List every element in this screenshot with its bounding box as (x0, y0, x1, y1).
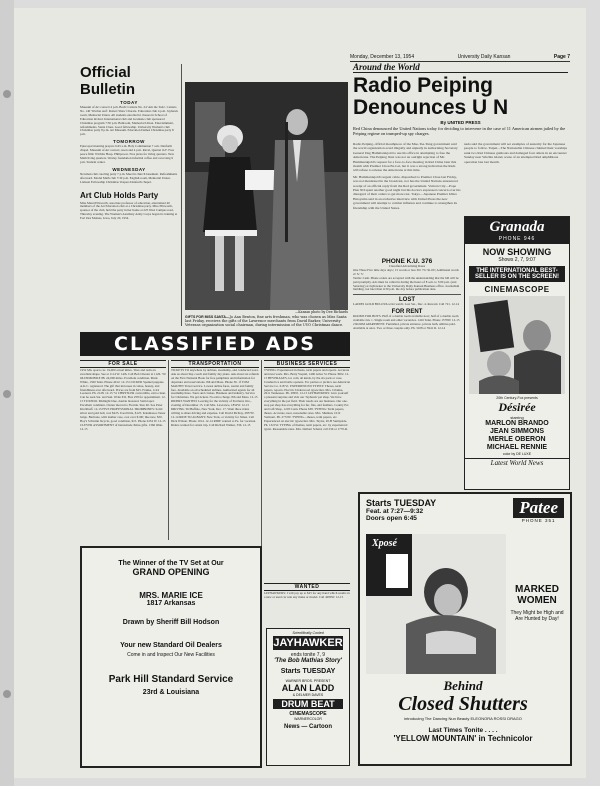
patee-last-title: 'YELLOW MOUNTAIN' in Technicolor (393, 734, 533, 743)
bulletin-tomorrow-text: Episcopal morning prayers 6:45 a.m. Holy Communion 7 a.m. Danforth chapel. Museum of Art concert, noon and 4 p.m. Ravel, Quartet in F. Free peace film: Wichita Hosp. Philipower. Free pizza for living quarters. New Math living quarters. Wesley foundation informal coffee and carol sing 9 p.m. Student center. (80, 144, 175, 164)
patee-credit: introducing The Dancing Nun Beauty ELEONORA ROSSI DRAGO (404, 716, 522, 721)
header-page: Page 7 (553, 54, 570, 60)
art-club-story: Miss Maud Ellsworth, associate professor of education, entertained 40 members of the Art Education club at a Christmas party. Miss Ellsworth, sponsor of the club, held the party in her home at 225 West Campus road, Thursday evening. The Women's Auxiliary Army Corps began its training at Fort Des Moines, Iowa, July 20, 1954. (80, 200, 178, 221)
business-services-heading: BUSINESS SERVICES (264, 360, 350, 368)
classified-ads-banner: CLASSIFIED ADS (80, 332, 350, 356)
patee-theater-ad (358, 492, 572, 766)
patee-poster-art (366, 534, 506, 674)
jayhawker-theater-ad (266, 628, 350, 766)
world-lede: Red China denounced the United Nations today for deciding to intervene in the case of 11 American airmen jailed by the Peiping regime on trumped-up spy charges. (353, 126, 566, 137)
for-sale-listings: 1952 MG sports car. 19,000 actual miles. Tires and radio in excellent shape. See at 1114 W. 14th. Call Bob Chester at 1126. '50 OLDSMOBILE 88. 24,000 miles. Excellent condition. Mark White, 1500 Tenn. Phone 4012. 12-15 COCKER Spaniel puppies. A.K.C. registered. The gift that increases in value, beauty, and friendliness ever afterward. Prices are from $25. Franks, 1124 Leonard. Ph. 2128. 12-15 '51 CHRYSLER convertible, extra clean. Can be seen Sat. and Sun. Write P.O. Box 258 for appointment. 12-15 TUXEDO. Midnight blue, double breasted. Satin lapel. Excellent condition. Owner moved to Florida. Size 40. See Peter Kirchhoff. 12-15 FIVE PROFESSIONAL TROMBONES: Solid silver and gold bell, cost $225. Used little, $125. Kalamazoo Tenor banjo. Baritone, with leather case, cost over $100; like new, $50. Boy's Schwinn bicycle, good condition, $15. Phone 2234 W. 12-15 CLEVER ASSORTMENT of hand-made Xmas gifts. 1366 Ohio. 12-15 (80, 369, 166, 431)
jayhawker-color: WARNERCOLOR (294, 717, 322, 721)
granada-phone: PHONE 946 (498, 236, 536, 242)
miss-santa-photo (185, 82, 348, 310)
grand-opening: GRAND OPENING (132, 567, 210, 577)
for-rent-heading: FOR RENT (391, 309, 423, 316)
granada-name: Granada (489, 219, 545, 235)
granada-process: CINEMASCOPE (484, 285, 550, 294)
jayhawker-kicker: Scientifically Cooled (292, 631, 324, 635)
patee-title-block (360, 678, 566, 743)
world-byline: By UNITED PRESS (440, 120, 481, 125)
jayhawker-title: DRUM BEAT (273, 699, 343, 709)
phone-rates: One Three Five time days days | 15 words or less 30c 75c $1.00 | Additional words 2c 5c 7c (353, 267, 459, 276)
around-the-world (353, 62, 568, 137)
granada-cast-3: MERLE OBERON (488, 436, 546, 443)
desiree-poster-art (469, 296, 565, 394)
header-paper: University Daily Kansan (457, 54, 511, 60)
binder-hole (3, 390, 11, 398)
patee-behind: Behind (443, 678, 483, 693)
art-club-headline: Art Club Holds Party (80, 190, 159, 200)
granada-now-showing: NOW SHOWING (482, 247, 552, 257)
bulletin-title: Official Bulletin (80, 64, 135, 98)
winner-address: 1817 Arkansas (146, 600, 196, 607)
granada-theater-ad (464, 216, 570, 490)
world-story-right: nada said the government will set examples of austerity for the Japanese people to follow. Taipei—The Nationalist Chinese claimed their warships sank two Red Chinese gunboats and damaged four others in an encounter Sunday near Wuchiu island, scene of an attempted Red amphibious operation late last month. (464, 142, 567, 164)
wanted-listings: JAYHAWKERS: I will pay up to $25 for any hand which results in a new or used car sale any make or model. Call 4289W. 12-15 (264, 591, 350, 599)
for-rent-text: ROOMS FOR BOYS. Half of a double room available now; half of a double room available Jan. 1. Single room and other vacancies. 1416 Tenn. Phone 1578W. 12-15 2 ROOM APARTMENT. Furnished, private entrance, private bath, utilities paid. Available at once. Two or three couples only. Ph. 3108 or 3941 R. 12-14 (353, 314, 460, 330)
classified-rates (353, 258, 461, 331)
photo-caption (185, 315, 348, 327)
patee-starts: Starts TUESDAY (366, 498, 437, 508)
granada-header (465, 217, 569, 244)
station-name: Park Hill Standard Service (108, 674, 234, 685)
lost-heading: LOST (399, 297, 415, 304)
world-story-left (353, 142, 461, 210)
park-hill-standard-ad (80, 546, 262, 768)
winner-name: MRS. MARIE ICE (139, 591, 203, 600)
granada-cast-2: JEAN SIMMONS (489, 428, 545, 435)
business-services-listings: TYPING: Experienced in thesis, term papers and reports. Accurate and neat work. Mrs. Betty Vaquid, 1400 Arbor St. Phone 3002. 12-15 BEVERAGES, ice cold, all kinds, by the six pack or case. Crushed ice and bottle openers. For parties or picnics see American Service Co. 618 Vt. EXPERIENCED TYPIST: Theses, term papers, reports. Electric Underwood typewriter. Mrs. Cibulka, 2611 Tennessee. Ph. 2865J. 12-15 JAYHAWKERS: Give yourself a pleasant surprise and visit our 'Jayhawk' pet shop. We have everything in the pet field. Their needs are our business. Our one-stop pet shop has everything for fur, fins, and feathers. County Pet and Gift Shop, 1218 Conn. Phone 638. TYPING: Term papers, theses. Accurate, neat, reasonable rates. Mrs. Shuman, 1012 Vermont. Ph. 2772W. TYPING—theses, term papers, etc. Experienced on electric typewriter. Mrs. Taylor, 20-B Sunnyside. Ph. 1321W. TYPING of themes, term papers, etc. by experienced typist. Reasonable rates. Mrs. Delbert Schaid, call 236 or 1770-R. (264, 369, 350, 431)
poster-illustration (469, 296, 565, 394)
patee-feature-times: Feat. at 7:27—9:32 (366, 508, 424, 515)
patee-title: Closed Shutters (398, 693, 528, 715)
world-body-2: Mr. Hammarskjold's urgent cable, dispatched to Premier Chou last Friday, was not mentioned in the broadcast, nor has the United Nations announced receipt of an official reply from the Red government. Vatican City—Pope Pius XII spent another good night but his doctors expressed concern over his disregard of their orders to get more rest. Tokyo—Japanese Premier Ichiro Hatoyama said in an exclusive interview with United Press the new government will attempt to combat inflation and continue to strengthen its friendship with the United States. (353, 174, 461, 210)
binder-strip (0, 0, 14, 786)
patee-schedule (366, 498, 436, 523)
granada-news: Latest World News (465, 458, 569, 467)
granada-color: color by DE LUXE (502, 452, 532, 456)
drawn-by: Drawn by Sheriff Bill Hodson (122, 619, 220, 626)
bulletin-wednesday-text: Newman club caroling party 7 p.m. Meet in church basement. Refreshments afterward. Model Math club 7:30 p.m. English room, Memorial Union. Lisbeen Fellowship Christmas Vespers Danforth chapel. (80, 171, 178, 184)
jayhawker-feature: 'The Bob Mathias Story' (274, 658, 342, 664)
patee-name: Patee (513, 498, 564, 518)
patee-header (360, 494, 570, 523)
poster-illustration (366, 534, 506, 674)
phone-subtitle: Classified Advertising Rates (388, 264, 426, 268)
granada-title: Désirée (498, 400, 536, 414)
wanted-heading: WANTED (264, 583, 350, 591)
phone-title: PHONE K.U. 376 (381, 258, 433, 265)
world-body-1: Radio Peiping, official mouthpiece of the Mao-Tse-Tung government said the world organization acted illegally and unjustly in authorizing Secretary General Dag Hammarskjold to use his office in attempting to free the Americans. The Peiping blast was not an outright rejection of Mr. Hammarskjold's request for a face-to-face meeting in Red China later this month with Premier Chou En-Lai, but it was a strong indication the Reds will refuse to release the Americans at this time. (353, 142, 458, 173)
caption-headline: GIFTS FOR MISS SANTA— (185, 315, 230, 319)
jayhawker-co: & DELMER DAVES (292, 693, 324, 697)
lost-text: LADIES GOLD BULOVA wrist watch. Lost Sat., Dec. 4. Reward. Call 721. 12-14 (353, 302, 459, 307)
page-header (350, 54, 570, 62)
bulletin-wednesday: WEDNESDAY (112, 166, 146, 172)
patee-marked-title: MARKED WOMEN (515, 584, 559, 606)
column-rule (181, 64, 182, 326)
jayhawker-news: News — Cartoon (283, 724, 332, 730)
jayhawker-presenter: WARNER BROS. PRESENT (285, 679, 331, 683)
caption-text: Jo Ann Benton, fine arts freshman, who was chosen as Miss Santa last Friday, receives the gifts of the Lawrence merchants from David Barker, University Veterans organization social chairman, during intermission of the UVO Christmas dance. (185, 315, 347, 328)
bulletin-tomorrow: TOMORROW (113, 139, 145, 145)
patee-last-times: Last Times Tonite . . . . (428, 727, 498, 734)
bulletin-today: TODAY (120, 100, 138, 105)
for-sale-heading: FOR SALE (80, 360, 166, 368)
binder-hole (3, 90, 11, 98)
transportation-heading: TRANSPORTATION (171, 360, 259, 368)
dealer-line: Your new Standard Oil Dealers (120, 642, 222, 649)
phone-terms: Terms: Cash. Phone orders are accepted with the understanding that the bill will be paid promptly. Ads must be called in during the hours of 8 a.m. to 5:00 p.m. (and Saturday) at Jayhawker to the University Daily Kansan Business office. Journalism building, not later than 4:30 p.m. the day before publication date. (353, 275, 460, 292)
granada-tagline: THE INTERNATIONAL BEST-SELLER IS ON THE SCREEN! (469, 266, 565, 282)
invite-line: Come in and Inspect Our New Facilities (127, 652, 215, 658)
station-location: 23rd & Louisiana (142, 689, 200, 696)
granada-starring: starring (510, 415, 524, 420)
granada-cast-4: MICHAEL RENNIE (486, 444, 548, 451)
rule (353, 294, 461, 295)
column-rule (168, 360, 169, 540)
bulletin-today-text: Museum of Art concert 4 p.m. Bach: Cantata No. 24 'Am die Tods'. Cantata No. 140 'Wachet Auf'. Robert Shaw Chorale. Education club 4 p.m. Jayhawk room, Memorial Union. All students enrolled in classes in School of Education invited. International club and Graduate club sponsored Christmas program 7:30 p.m. Ballroom, Memorial Union. Entertainment, refreshments. Santa Claus. Good fellowship. University Women's club Christmas party 8 p.m. Art Museum. Education Dames Christmas party 8 p.m. (80, 105, 178, 137)
jayhawker-star: ALAN LADD (281, 683, 335, 693)
transportation-listings: TICKETS TO anywhere by airlines, steamship, and conducted tours. Ask us about Sky-coach and family day plans. Ask about tax refunds on the First National Book for free pamphlets and information for departure and reservations. 8th and Mass. Phone 36. 1f TOM MAUPIN Travel service. Lowest airline fares, tourist and family fare. Available on all scheduled airlines. Authorized agents for all steamship lines. Tours and cruises. Business and industry. Service for Christmas. We get tickets. No extra charge. 8th and Mass. 12-15 RIDERS WANTED: Leaving for the vicinity of Portland, Ore., evening of December 15. Call Mrs. Lawrence, 1852W. 12-15 DRIVING TO Buffalo, New York, Dec. 17. Want three riders willing to share driving and expense. Call David McKay, 2857W. 12-14 RIDE TO ALBANY, New York, or vicinity for Xmas. Call Dick Wilson. Phone 1014. 12-14 RIDE wanted to Pa. for vacation. Riders wanted for return trip. Call Richard Walker, 336. 12-15 (171, 369, 259, 427)
world-headline-1: Radio Peiping (353, 74, 494, 97)
patee-expose: Xposé (372, 538, 397, 549)
patee-marked-women (510, 584, 564, 622)
patee-marked-text: They Might be High and Are Hunted by Day! (510, 610, 564, 622)
photo-illustration (185, 82, 348, 310)
jayhawker-name: JAYHAWKER (273, 637, 343, 649)
official-bulletin (80, 64, 178, 221)
granada-cast-1: MARLON BRANDO (485, 420, 549, 427)
world-kicker: Around the World (353, 62, 568, 73)
jayhawker-process: CINEMASCOPE (289, 711, 327, 717)
jayhawker-starts: Starts TUESDAY (280, 668, 336, 675)
jayhawker-ends: ends tonite 7, 9 (290, 652, 326, 658)
granada-times: Shows 2, 7, 9:07 (498, 257, 536, 263)
patee-doors: Doors open 6:45 (366, 515, 417, 522)
photo-credit: —Kansan photo by Dee Richards (295, 310, 348, 314)
granada-studio: 20th Century-Fox presents (496, 396, 538, 400)
header-date: Monday, December 13, 1954 (350, 54, 415, 60)
world-headline-2: Denounces U N (353, 96, 509, 119)
patee-phone: PHONE 351 (521, 518, 556, 523)
tv-winner-kicker: The Winner of the TV Set at Our (118, 560, 224, 567)
binder-hole (3, 690, 11, 698)
newspaper-page (70, 56, 570, 766)
patee-brand (513, 498, 564, 523)
